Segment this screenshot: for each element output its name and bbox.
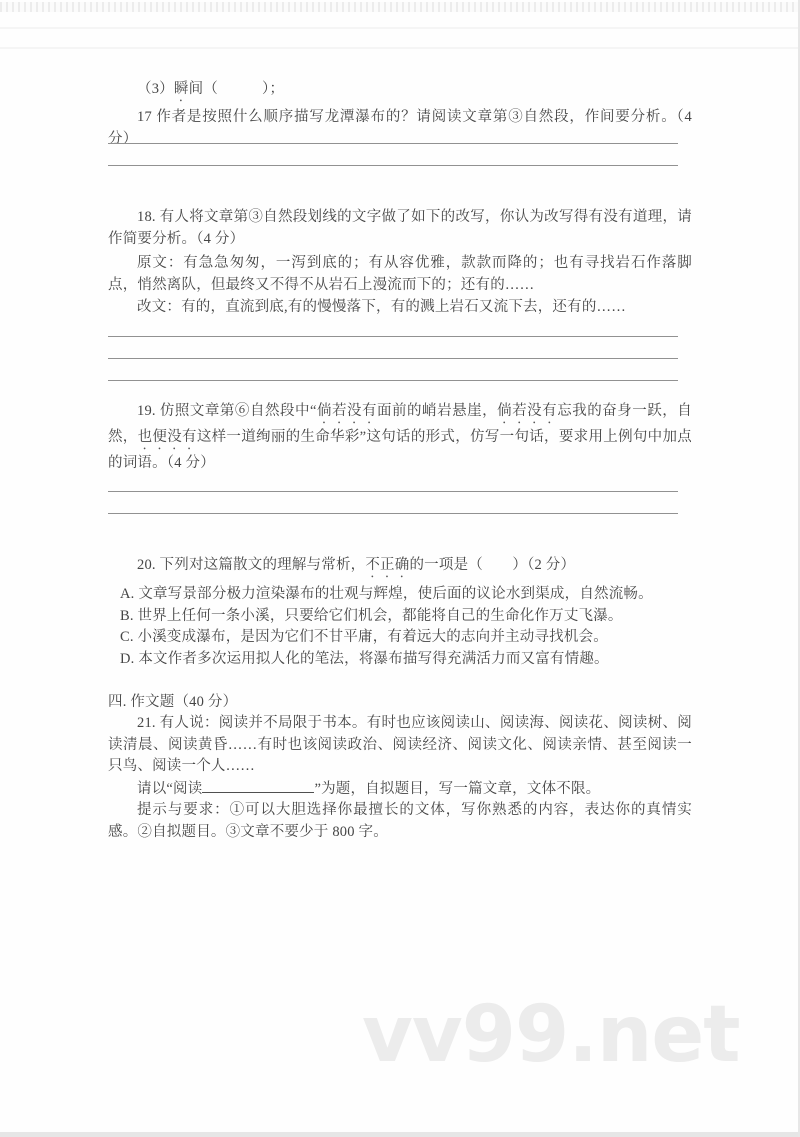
question-21-intro: 21. 有人说：阅读并不局限于书本。有时也应该阅读山、阅读海、阅读花、阅读树、阅读清晨、阅读黄昏……有时也该阅读政治、阅读经济、阅读文化、阅读亲情、甚至阅读一只鸟、阅读一个人……	[108, 715, 692, 774]
question-20: 20. 下列对这篇散文的理解与常析，不正确的一项是（ ）（2 分）	[137, 557, 576, 573]
option-c: C. 小溪变成瀑布，是因为它们不甘平庸，有着远大的志向并主动寻找机会。	[120, 629, 608, 645]
answer-line	[108, 513, 678, 514]
answer-line	[108, 491, 678, 492]
answer-line	[108, 336, 678, 337]
question-20-options	[108, 584, 692, 670]
question-21-title-instruction	[108, 778, 692, 801]
question-18: 18. 有人将文章第③自然段划线的文字做了如下的改写，你认为改写得有没有道理，请作简要分析。（4 分）	[108, 209, 692, 247]
title-instruction-prefix: 请以“阅读	[137, 781, 203, 797]
question-17: 17 作者是按照什么顺序描写龙潭瀑布的？请阅读文章第③自然段，作间要分析。（4 分）	[108, 109, 692, 147]
answer-line	[108, 358, 678, 359]
scan-artifact-band	[0, 27, 798, 29]
question-18-revised-text: 改文：有的，直流到底,有的慢慢落下，有的溅上岩石又流下去，还有的……	[137, 299, 626, 315]
section-4-heading: 四. 作文题（40 分）	[108, 694, 238, 710]
option-b: B. 世界上任何一条小溪，只要给它们机会，都能将自己的生命化作万丈飞瀑。	[120, 607, 623, 624]
answer-line	[108, 143, 678, 144]
answer-line	[108, 165, 678, 166]
question-21-requirements: 提示与要求：①可以大胆选择你最擅长的文体，写你熟悉的内容，表达你的真情实感。②自拟题目。③文章不要少于 800 字。	[108, 802, 692, 840]
answer-line	[108, 380, 678, 381]
page-top-edge-texture	[0, 2, 798, 12]
question-16-item-3: （3）瞬间（ ）；	[137, 81, 285, 97]
question-19: 19. 仿照文章第⑥自然段中“倘若没有面前的峭岩悬崖，倘若没有忘我的奋身一跃，自然，也便没有这样一道绚丽的生命华彩”这句话的形式，仿写一句话，要求用上例句中加点的词语。（4 分）	[108, 403, 692, 471]
page-bottom-edge	[0, 1132, 798, 1137]
option-d: D. 本文作者多次运用拟人化的笔法，将瀑布描写得充满活力而又富有情趣。	[120, 650, 609, 667]
scan-artifact-band	[0, 47, 798, 49]
essay-title-blank	[202, 778, 314, 793]
question-18-original-text: 原文：有急急匆匆，一泻到底的；有从容优雅，款款而降的；也有寻找岩石作落脚点，悄然离队，但最终又不得不从岩石上漫流而下的；还有的……	[108, 255, 692, 293]
site-watermark: vv99.net	[362, 990, 740, 1080]
title-instruction-suffix: ”为题，自拟题目，写一篇文章，文体不限。	[314, 781, 601, 797]
option-a: A. 文章写景部分极力渲染瀑布的壮观与辉煌，使后面的议论水到渠成，自然流畅。	[120, 586, 653, 602]
